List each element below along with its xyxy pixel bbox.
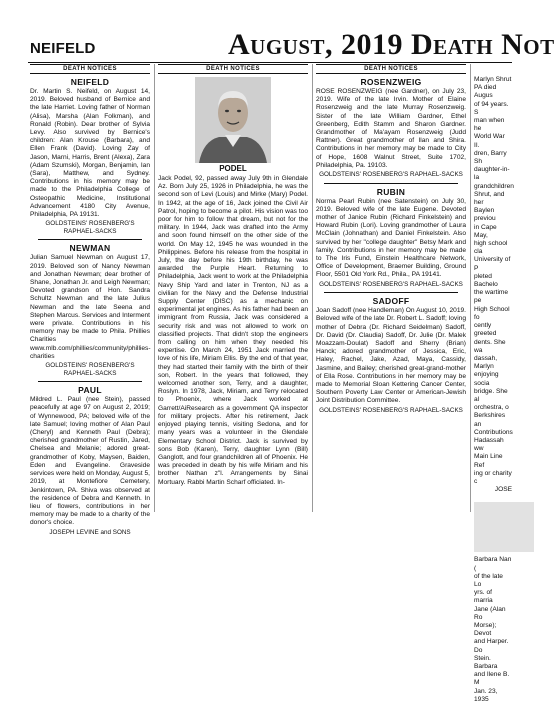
page-title: August, 2019 Death Not	[228, 28, 555, 61]
notice-line: dren, Barry Sh	[474, 149, 507, 166]
death-notice-shrut	[474, 76, 512, 494]
death-notice-rosenzweig	[316, 77, 466, 179]
funeral-home-signature: GOLDSTEINS' ROSENBERG'S RAPHAEL-SACKS	[319, 171, 463, 179]
notice-body: Jack Podel, 92, passed away July 9th in Glendale Az. Born July 25, 1926 in Philadelphia, he was the second son of Levi (Louis) and Mirke (Mary) Podel. In 1942, at the age of 16, Jack joined the Civil Air Patrol, hoping to become a pilot. His vision was too poor for him to follow that dream, but not for the military. In 1944, Jack was drafted into the Army and soon found himself on the other side of the world. On May 12, 1945 he was wounded in the Philippines. Before his release from the hospital in July, the day before his 19th birthday, he was awarded the Purple Heart. Returning to Philadelphia, Jack went to work at the Philadelphia Navy Ship Yard and later in Trenton, NJ as a civilian for the Navy and the Defense Industrial Supply Center (DISC) as a mechanic on experimental jet engines. As his father had been an immigrant from Russia, Jack was considered a security risk and was not allowed to work on classified projects. That didn't stop the engineers from calling on him when they needed his expertise. On March 24, 1951 Jack married the love of his life, Miriam Ellis. By the end of that year, they had started their family with the birth of their son, Robert. In the years that followed, they welcomed another son, Terry, and a daughter, Roslyn. In 1978, Jack, Miriam, and Terry relocated to Phoenix, where Jack worked at Garrett/AiResearch as a government QA inspector for military projects. After his retirement, Jack enjoyed playing tennis, visiting Sedona, and for many years was a volunteer in the Glendale Elementary School District. Jack is survived by sons Bob (Karen), Terry, daughter Lynn (Bill) Ganglott, and four grandchildren all of Phoenix. He was preceded in death by his wife Miriam and his brother Nathan z"l. Arrangements by Sinai Mortuary. Rabbi Martin Scharf officiated. In-	[158, 175, 308, 486]
notice-line: man when he	[474, 117, 505, 133]
notice-line: of the late Lo	[474, 572, 503, 588]
portrait-image	[195, 77, 271, 163]
death-notice-sadoff	[316, 296, 466, 414]
column-1	[30, 64, 151, 536]
notice-line: Barbara Nan (	[474, 556, 512, 572]
column-heading: DEATH NOTICES	[316, 64, 466, 74]
notice-line: Berkshires an	[474, 412, 506, 428]
notice-line: High School fo	[474, 305, 510, 321]
notice-line: and Ilene B. M	[474, 671, 510, 687]
notice-line: Morse); Devot	[474, 621, 497, 638]
notice-name: ROSENZWEIG	[360, 77, 422, 87]
column-rule	[312, 64, 313, 512]
notice-line: the wartime pe	[474, 289, 509, 305]
notice-line: dassah, Marlyn	[474, 354, 498, 371]
death-notice-rubin	[316, 187, 466, 289]
notice-name: SADOFF	[372, 296, 410, 307]
notice-line: high school cla	[474, 240, 508, 256]
notice-body: Mildred L. Paul (nee Stein), passed peacefully at age 97 on August 2, 2019; of Wynnewood, PA; beloved wife of the late Samuel; loving mother of Alan Paul (Cheryl) and Kenneth Paul (Debra); cherished grandmother of Rustin, Jared, Chelsea and Melanie; adored great-grandmother of Koby, Maysen, Baiden, Eden and Evangeline. Graveside services were held on Monday, August 5, 2019, at Montefiore Cemetery, Jenkintown, PA. Shiva was observed at the residence of Debra and Kenneth. In lieu of flowers, contributions in her memory may be made to a charity of the donor's choice.	[30, 396, 150, 527]
notice-name: NEIFELD	[70, 77, 110, 87]
notice-line: grandchildren	[474, 182, 514, 190]
notice-line: Stein. Barbara	[474, 654, 498, 670]
funeral-home-signature: JOSEPH LEVINE and SONS	[49, 528, 131, 536]
column-2	[158, 64, 308, 512]
notice-line: enjoying socia	[474, 371, 499, 387]
notice-line: Contributions	[474, 428, 513, 436]
notice-line: Hadassah ww	[474, 436, 504, 453]
notice-line: Baylen previou	[474, 207, 496, 223]
column-heading-spacer	[474, 64, 512, 76]
column-rule	[154, 64, 155, 512]
funeral-home-signature: GOLDSTEINS' ROSENBERG'S RAPHAEL-SACKS	[45, 220, 135, 235]
funeral-home-signature: JOSE	[494, 486, 512, 494]
notice-line: yrs. of marria	[474, 589, 493, 605]
notice-line: Shrut, and her	[474, 190, 505, 207]
portrait-photo	[474, 502, 534, 552]
death-notice-paul	[30, 385, 150, 536]
funeral-home-signature: GOLDSTEINS' ROSENBERG'S RAPHAEL-SACKS	[45, 362, 135, 377]
notice-line: Main Line Ref	[474, 453, 503, 469]
notice-line: World War II.	[474, 133, 505, 149]
notice-divider	[38, 381, 142, 382]
notice-line: in Cape May,	[474, 223, 497, 239]
column-rule	[470, 64, 471, 512]
notice-line: dents. She wa	[474, 338, 506, 354]
notice-line: orchestra, o	[474, 404, 509, 412]
notice-line: and Harper. Do	[474, 638, 509, 654]
notice-body: Joan Sadoff (nee Handleman) On August 10, 2019. Beloved wife of the late Dr. Robert L. Sadoff; loving mother of Debra (Dr. Richard Seidelman) Sadoff, Dr. David (Dr. Claudia) Sadoff, Dr. Julie (Dr. Malek Moazzam-Doulat) Sadoff and Sherry (Brian) Hanck; adored grandmother of Jessica, Eric, Haley, Rachel, Jake, Azad, Maya, Cassidy, Jasmine, and Bailey; cherished great-grand-mother of Ella Rose. Contributions in her memory may be made to Memorial Sloan Kettering Cancer Center, Southern Poverty Law Center or American-Jewish Joint Distribution Committee.	[316, 307, 466, 405]
notice-line: PA died Augus	[474, 84, 497, 100]
section-label: NEIFELD	[30, 40, 96, 57]
notice-line: bridge. She al	[474, 387, 508, 403]
notice-name: NEWMAN	[69, 243, 111, 254]
notice-line: daughter-in-la	[474, 166, 510, 182]
notice-line: of 94 years. S	[474, 100, 509, 116]
notice-body: Norma Pearl Rubin (nee Satenstein) on July 30, 2019. Beloved wife of the late Eugene. Devoted mother of Janice Rubin (Richard Finkelstein) and Howard Rubin (Lori). Loving grandmother of Laura McClain (Johnathan) and Daniel Finkelstein. Also survived by her "college daughter" Betsy Mark and family. Contributions in her memory may be made to The Iris Fund, Einstein Healthcare Network, Office of Development, Braemer Building, Ground Floor, 5501 Old York Rd., Phila., PA 19141.	[316, 197, 466, 279]
column-3	[316, 64, 466, 512]
notice-line: cently greeted	[474, 322, 497, 338]
notice-body: ROSE ROSENZWEIG (nee Gardner), on July 23, 2019. Wife of the late Irvin. Mother of Elaine Rosenzweig and the late Murray Rosenzweig. Sister of the late William Gardner, Ethel Greenberg, Edith Stamm and Sharon Gardner. Grandmother of Ma'ayam Rosenzweig (Judd Rattner). Great grandmother of Ilan and Shira. Contributions in her memory may be made to City of Hope, 1608 Walnut Street, Suite 1702, Philadelphia, Pa. 19103.	[316, 88, 466, 169]
notice-line: Jan. 23, 1935	[474, 687, 498, 703]
notice-line: Jane (Alan Ro	[474, 605, 506, 621]
notice-divider	[38, 239, 142, 240]
notice-body: Julian Samuel Newman on August 17, 2019. Beloved son of Nancy Newman and Jonathan Newman; dear brother of Shane, Jonathan Jr. and Leigh Newman; Devoted grandson of Hon. Sandra Schultz Newman and the late Julius Newman and the late Seena and Stephen Marcus. Services and Interment were private. Contributions in his memory may be made to Phila. Phillies Charities www.mlb.com/phillies/community/phillies-charities	[30, 254, 151, 360]
death-notice-newman	[30, 243, 150, 377]
notice-line: Marlyn Shrut	[474, 76, 512, 83]
notice-line: pleted Bachelo	[474, 272, 498, 289]
column-heading: DEATH NOTICES	[30, 64, 150, 74]
page-header	[0, 0, 555, 61]
column-4	[474, 64, 514, 703]
portrait-photo	[195, 77, 271, 163]
notice-name: RUBIN	[376, 186, 406, 197]
notice-divider	[324, 292, 458, 293]
notice-line: University of P	[474, 256, 511, 272]
column-heading: DEATH NOTICES	[158, 64, 308, 74]
header-rule	[28, 62, 512, 63]
funeral-home-signature: GOLDSTEINS' ROSENBERG'S RAPHAEL-SACKS	[319, 280, 463, 288]
death-notice-barbara	[474, 556, 512, 704]
notice-line: ing or charity c	[474, 469, 512, 485]
death-notice-neifeld	[30, 77, 150, 235]
notice-name: PAUL	[78, 385, 102, 396]
notice-divider	[324, 183, 458, 184]
photo-caption: PODEL	[219, 164, 247, 173]
funeral-home-signature: GOLDSTEINS' ROSENBERG'S RAPHAEL-SACKS	[319, 406, 463, 414]
notice-body: Dr. Martin S. Neifeld, on August 14, 2019. Beloved husband of Bernice and the late Harriet. Loving father of Norman (Alisa), Marsha (Alan Folkman), and Ronald (Robin). Dear brother of Sylvia Levy. Also survived by Bernice's children: Alan Krouse (Barbara), and Ellen Frank (David). Loving Zay of Jason, Marni, Harris, Brent (Alexa), Zara (Adam Szumski), Morgan, Benjamin, Ian (Sara), Matthew, and Sydney. Contributions in his memory may be made to the Philadelphia College of Osteopathic Medicine, Institutional Advancement 4180 City Avenue, Philadelphia, PA 19131.	[30, 88, 150, 219]
